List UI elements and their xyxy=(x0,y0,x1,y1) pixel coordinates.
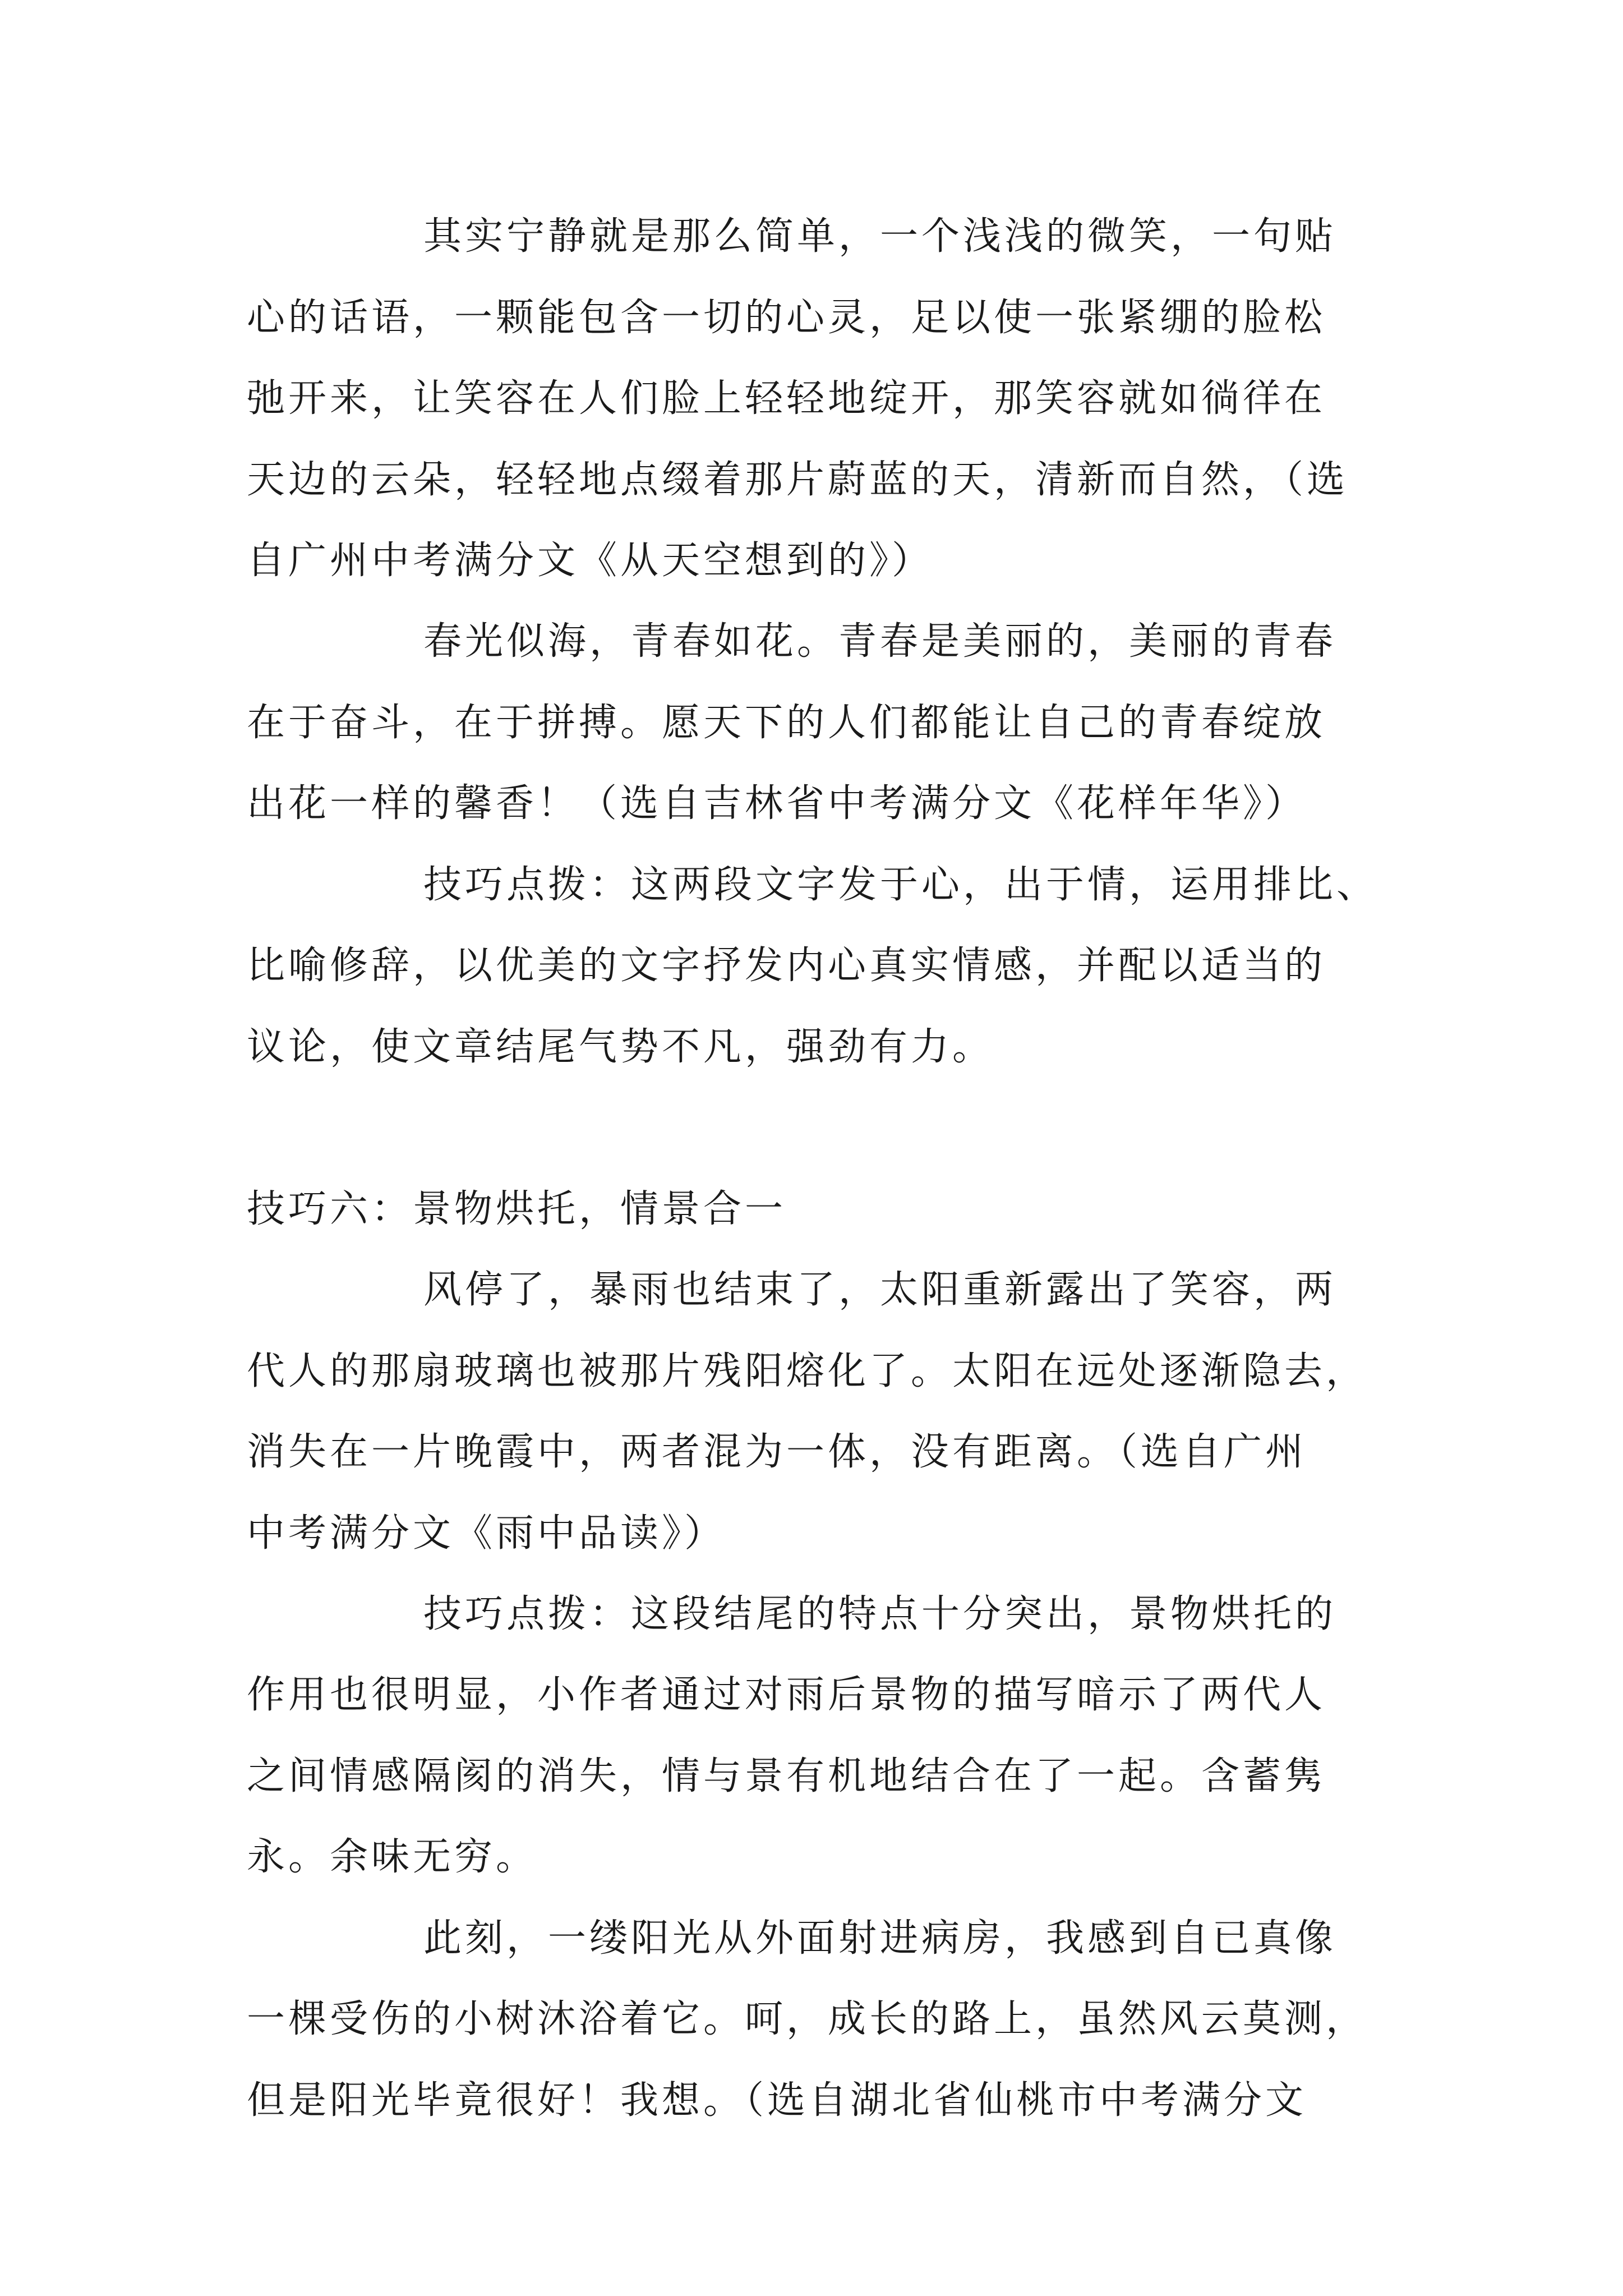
paragraph-1-line-4: 天边的云朵，轻轻地点缀着那片蔚蓝的天，清新而自然，（选 xyxy=(247,458,1349,502)
tip-paragraph-1-line-1: 技巧点拨：这两段文字发于心，出于情，运用排比、 xyxy=(423,863,1378,907)
paragraph-2-line-1: 春光似海，青春如花。青春是美丽的，美丽的青春 xyxy=(423,619,1337,664)
paragraph-1-line-1: 其实宁静就是那么简单，一个浅浅的微笑，一句贴 xyxy=(423,214,1337,259)
tip-paragraph-1-line-3: 议论，使文章结尾气势不凡，强劲有力。 xyxy=(247,1025,994,1069)
tip-paragraph-2-line-4: 永。余味无穷。 xyxy=(247,1835,538,1879)
paragraph-3-line-1: 风停了，暴雨也结束了，太阳重新露出了笑容，两 xyxy=(423,1268,1337,1312)
tip-paragraph-2-line-2: 作用也很明显，小作者通过对雨后景物的描写暗示了两代人 xyxy=(247,1673,1326,1717)
paragraph-1-line-5: 自广州中考满分文《从天空想到的》） xyxy=(247,539,934,583)
paragraph-3-line-4: 中考满分文《雨中品读》） xyxy=(247,1511,726,1556)
section-heading: 技巧六：景物烘托，情景合一 xyxy=(247,1187,787,1231)
paragraph-1-line-3: 弛开来，让笑容在人们脸上轻轻地绽开，那笑容就如徜徉在 xyxy=(247,376,1326,421)
tip-paragraph-2-line-1: 技巧点拨：这段结尾的特点十分突出，景物烘托的 xyxy=(423,1592,1337,1636)
paragraph-4-line-3: 但是阳光毕竟很好！我想。（选自湖北省仙桃市中考满分文 xyxy=(247,2078,1307,2123)
tip-paragraph-2-line-3: 之间情感隔阂的消失，情与景有机地结合在了一起。含蓄隽 xyxy=(247,1754,1326,1798)
paragraph-4-line-2: 一棵受伤的小树沐浴着它。呵，成长的路上，虽然风云莫测， xyxy=(247,1997,1368,2041)
tip-paragraph-1-line-2: 比喻修辞，以优美的文字抒发内心真实情感，并配以适当的 xyxy=(247,944,1326,988)
paragraph-3-line-2: 代人的那扇玻璃也被那片残阳熔化了。太阳在远处逐渐隐去， xyxy=(247,1349,1368,1393)
paragraph-4-line-1: 此刻，一缕阳光从外面射进病房，我感到自已真像 xyxy=(423,1916,1337,1961)
paragraph-2-line-2: 在于奋斗，在于拼搏。愿天下的人们都能让自己的青春绽放 xyxy=(247,701,1326,745)
paragraph-2-line-3: 出花一样的馨香！（选自吉林省中考满分文《花样年华》） xyxy=(247,781,1307,826)
paragraph-1-line-2: 心的话语，一颗能包含一切的心灵，足以使一张紧绷的脸松 xyxy=(247,296,1326,340)
paragraph-3-line-3: 消失在一片晚霞中，两者混为一体，没有距离。（选自广州 xyxy=(247,1430,1307,1474)
